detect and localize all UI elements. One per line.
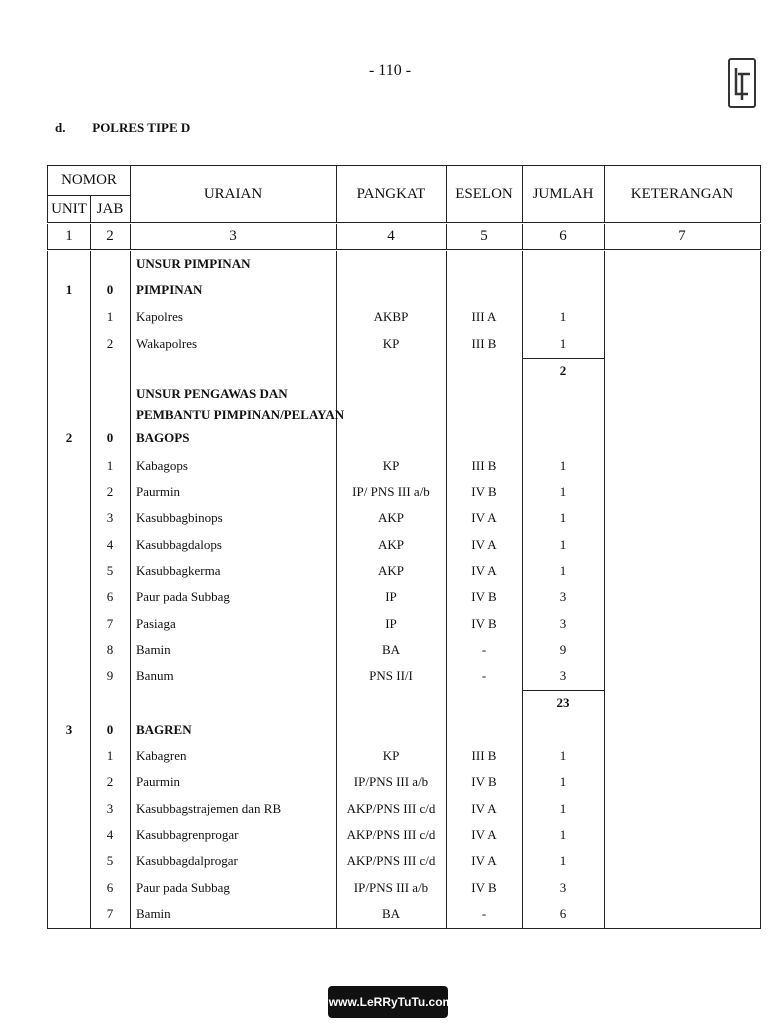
cell-jumlah: 1 bbox=[559, 510, 567, 525]
cell-jumlah: 3 bbox=[559, 589, 567, 604]
cell-jumlah: 1 bbox=[559, 336, 567, 351]
cell-jab: 6 bbox=[106, 880, 114, 895]
cell-pangkat: AKP/PNS III c/d bbox=[346, 801, 436, 816]
cell-jab: 0 bbox=[106, 282, 114, 297]
section-heading: POLRES TIPE D bbox=[92, 120, 191, 135]
cell-jab: 0 bbox=[106, 722, 114, 737]
watermark-text: www.LeRRyTuTu.com bbox=[328, 995, 454, 1009]
cell-uraian: UNSUR PENGAWAS DAN bbox=[136, 386, 288, 401]
table-row bbox=[48, 745, 762, 767]
header-keterangan: KETERANGAN bbox=[630, 185, 734, 202]
cell-eselon: III B bbox=[471, 336, 497, 351]
cell-pangkat: AKP/PNS III c/d bbox=[346, 827, 436, 842]
cell-jab: 2 bbox=[106, 336, 114, 351]
cell-uraian: Kasubbagdalprogar bbox=[136, 853, 238, 868]
cell-uraian: Kasubbagstrajemen dan RB bbox=[136, 801, 282, 816]
cell-jab: 0 bbox=[106, 430, 114, 445]
cell-eselon: IV A bbox=[471, 563, 497, 578]
column-number: 2 bbox=[106, 228, 114, 244]
cell-pangkat: IP/PNS III a/b bbox=[353, 774, 429, 789]
cell-jumlah: 1 bbox=[559, 853, 567, 868]
cell-uraian: BAGREN bbox=[136, 722, 192, 737]
cell-eselon: IV A bbox=[471, 827, 497, 842]
cell-uraian: Wakapolres bbox=[136, 336, 198, 351]
column-number: 5 bbox=[480, 228, 488, 244]
table-row bbox=[48, 798, 762, 820]
cell-pangkat: PNS II/I bbox=[369, 668, 413, 683]
table-row bbox=[48, 719, 762, 741]
cell-eselon: IV B bbox=[471, 589, 497, 604]
cell-uraian: Pasiaga bbox=[136, 616, 176, 631]
column-number: 6 bbox=[559, 228, 567, 244]
table-header bbox=[47, 165, 761, 223]
cell-pangkat: AKP/PNS III c/d bbox=[346, 853, 436, 868]
cell-jumlah: 1 bbox=[559, 748, 567, 763]
cell-uraian: BAGOPS bbox=[136, 430, 190, 445]
cell-jumlah: 1 bbox=[559, 484, 567, 499]
table-row bbox=[48, 306, 762, 328]
cell-eselon: - bbox=[481, 906, 487, 921]
table-row bbox=[48, 507, 762, 529]
cell-jab: 4 bbox=[106, 537, 114, 552]
cell-eselon: IV B bbox=[471, 880, 497, 895]
header-jab: JAB bbox=[96, 200, 124, 217]
cell-eselon: III A bbox=[471, 309, 497, 324]
cell-jab: 1 bbox=[106, 458, 114, 473]
header-eselon: ESELON bbox=[455, 185, 513, 202]
cell-pangkat: KP bbox=[382, 458, 400, 473]
cell-eselon: IV A bbox=[471, 510, 497, 525]
table-row bbox=[48, 253, 762, 275]
table-row bbox=[48, 333, 762, 355]
lt-logo-icon bbox=[323, 991, 325, 1013]
page-number: - 110 - bbox=[368, 62, 412, 79]
cell-pangkat: BA bbox=[381, 906, 401, 921]
cell-uraian: Banum bbox=[136, 668, 174, 683]
header-nomor: NOMOR bbox=[61, 172, 117, 188]
cell-pangkat: AKP bbox=[377, 563, 404, 578]
cell-jab: 4 bbox=[106, 827, 114, 842]
cell-jab: 6 bbox=[106, 589, 114, 604]
table-row bbox=[48, 877, 762, 899]
cell-jab: 7 bbox=[106, 616, 114, 631]
header-jumlah: JUMLAH bbox=[532, 185, 594, 202]
cell-pangkat: IP/ PNS III a/b bbox=[352, 484, 430, 499]
cell-pangkat: AKP bbox=[377, 510, 404, 525]
cell-jab: 8 bbox=[106, 642, 114, 657]
cell-jumlah: 2 bbox=[559, 363, 567, 378]
cell-unit: 1 bbox=[65, 282, 73, 297]
cell-jab: 1 bbox=[106, 309, 114, 324]
cell-eselon: IV A bbox=[471, 853, 497, 868]
table-row bbox=[48, 771, 762, 793]
cell-pangkat: IP bbox=[385, 616, 397, 631]
table-row bbox=[48, 824, 762, 846]
cell-uraian: Kasubbagbinops bbox=[136, 510, 223, 525]
cell-uraian: Paurmin bbox=[136, 774, 181, 789]
cell-uraian: Kabagops bbox=[136, 458, 188, 473]
cell-jumlah: 6 bbox=[559, 906, 567, 921]
cell-pangkat: BA bbox=[381, 642, 401, 657]
table-row bbox=[48, 903, 762, 925]
cell-uraian: Bamin bbox=[136, 906, 171, 921]
table-row bbox=[48, 665, 762, 687]
cell-jab: 3 bbox=[106, 801, 114, 816]
cell-jumlah: 3 bbox=[559, 668, 567, 683]
table-row bbox=[48, 560, 762, 582]
subtotal-divider bbox=[522, 358, 604, 359]
column-number-row bbox=[47, 224, 761, 250]
cell-jab: 9 bbox=[106, 668, 114, 683]
cell-eselon: - bbox=[481, 668, 487, 683]
cell-uraian: Kasubbagkerma bbox=[136, 563, 221, 578]
cell-eselon: IV A bbox=[471, 801, 497, 816]
table-row bbox=[48, 850, 762, 872]
cell-pangkat: KP bbox=[382, 748, 400, 763]
cell-jumlah: 1 bbox=[559, 774, 567, 789]
header-unit: UNIT bbox=[51, 200, 87, 217]
cell-jab: 3 bbox=[106, 510, 114, 525]
table-row bbox=[48, 586, 762, 608]
table-row bbox=[48, 455, 762, 477]
cell-jab: 2 bbox=[106, 484, 114, 499]
cell-pangkat: AKP bbox=[377, 537, 404, 552]
cell-eselon: III B bbox=[471, 458, 497, 473]
cell-uraian: UNSUR PIMPINAN bbox=[136, 256, 251, 271]
table-row bbox=[48, 279, 762, 301]
cell-pangkat: IP/PNS III a/b bbox=[353, 880, 429, 895]
cell-unit: 2 bbox=[65, 430, 73, 445]
table-row bbox=[48, 534, 762, 556]
cell-unit: 3 bbox=[65, 722, 73, 737]
subtotal-divider bbox=[522, 690, 604, 691]
cell-jab: 5 bbox=[106, 853, 114, 868]
header-uraian: URAIAN bbox=[203, 185, 263, 202]
cell-uraian: PEMBANTU PIMPINAN/PELAYAN bbox=[136, 407, 345, 422]
table-row bbox=[48, 404, 762, 426]
cell-jumlah: 1 bbox=[559, 458, 567, 473]
cell-pangkat: IP bbox=[385, 589, 397, 604]
subtotal-row bbox=[48, 360, 762, 382]
cell-uraian: Paur pada Subbag bbox=[136, 589, 230, 604]
cell-jumlah: 3 bbox=[559, 616, 567, 631]
cell-jumlah: 1 bbox=[559, 801, 567, 816]
column-number: 7 bbox=[678, 228, 686, 244]
table-row bbox=[48, 639, 762, 661]
footer-watermark bbox=[328, 986, 454, 1018]
table-row bbox=[48, 613, 762, 635]
cell-uraian: Paurmin bbox=[136, 484, 181, 499]
cell-eselon: IV A bbox=[471, 537, 497, 552]
subtotal-row bbox=[48, 692, 762, 714]
cell-jab: 1 bbox=[106, 748, 114, 763]
cell-eselon: IV B bbox=[471, 484, 497, 499]
table-row bbox=[48, 427, 762, 449]
cell-jumlah: 1 bbox=[559, 827, 567, 842]
cell-pangkat: AKBP bbox=[373, 309, 409, 324]
cell-uraian: Bamin bbox=[136, 642, 171, 657]
cell-uraian: Paur pada Subbag bbox=[136, 880, 230, 895]
section-title bbox=[55, 120, 190, 136]
cell-jab: 2 bbox=[106, 774, 114, 789]
column-number: 3 bbox=[229, 228, 237, 244]
cell-jumlah: 23 bbox=[556, 695, 570, 710]
cell-uraian: Kasubbagdalops bbox=[136, 537, 222, 552]
header-pangkat: PANGKAT bbox=[356, 185, 426, 202]
cell-jumlah: 1 bbox=[559, 563, 567, 578]
table-row bbox=[48, 481, 762, 503]
cell-eselon: IV B bbox=[471, 774, 497, 789]
cell-jumlah: 9 bbox=[559, 642, 567, 657]
cell-eselon: - bbox=[481, 642, 487, 657]
cell-pangkat: KP bbox=[382, 336, 400, 351]
lt-logo-icon bbox=[728, 58, 756, 108]
cell-eselon: III B bbox=[471, 748, 497, 763]
cell-jumlah: 3 bbox=[559, 880, 567, 895]
cell-jab: 7 bbox=[106, 906, 114, 921]
cell-jab: 5 bbox=[106, 563, 114, 578]
cell-uraian: PIMPINAN bbox=[136, 282, 203, 297]
table-row bbox=[48, 383, 762, 405]
cell-eselon: IV B bbox=[471, 616, 497, 631]
cell-jumlah: 1 bbox=[559, 537, 567, 552]
cell-uraian: Kabagren bbox=[136, 748, 187, 763]
column-number: 4 bbox=[387, 228, 395, 244]
column-number: 1 bbox=[65, 228, 73, 244]
cell-jumlah: 1 bbox=[559, 309, 567, 324]
table-body bbox=[47, 251, 761, 929]
cell-uraian: Kapolres bbox=[136, 309, 183, 324]
section-letter: d. bbox=[55, 120, 66, 135]
cell-uraian: Kasubbagrenprogar bbox=[136, 827, 239, 842]
